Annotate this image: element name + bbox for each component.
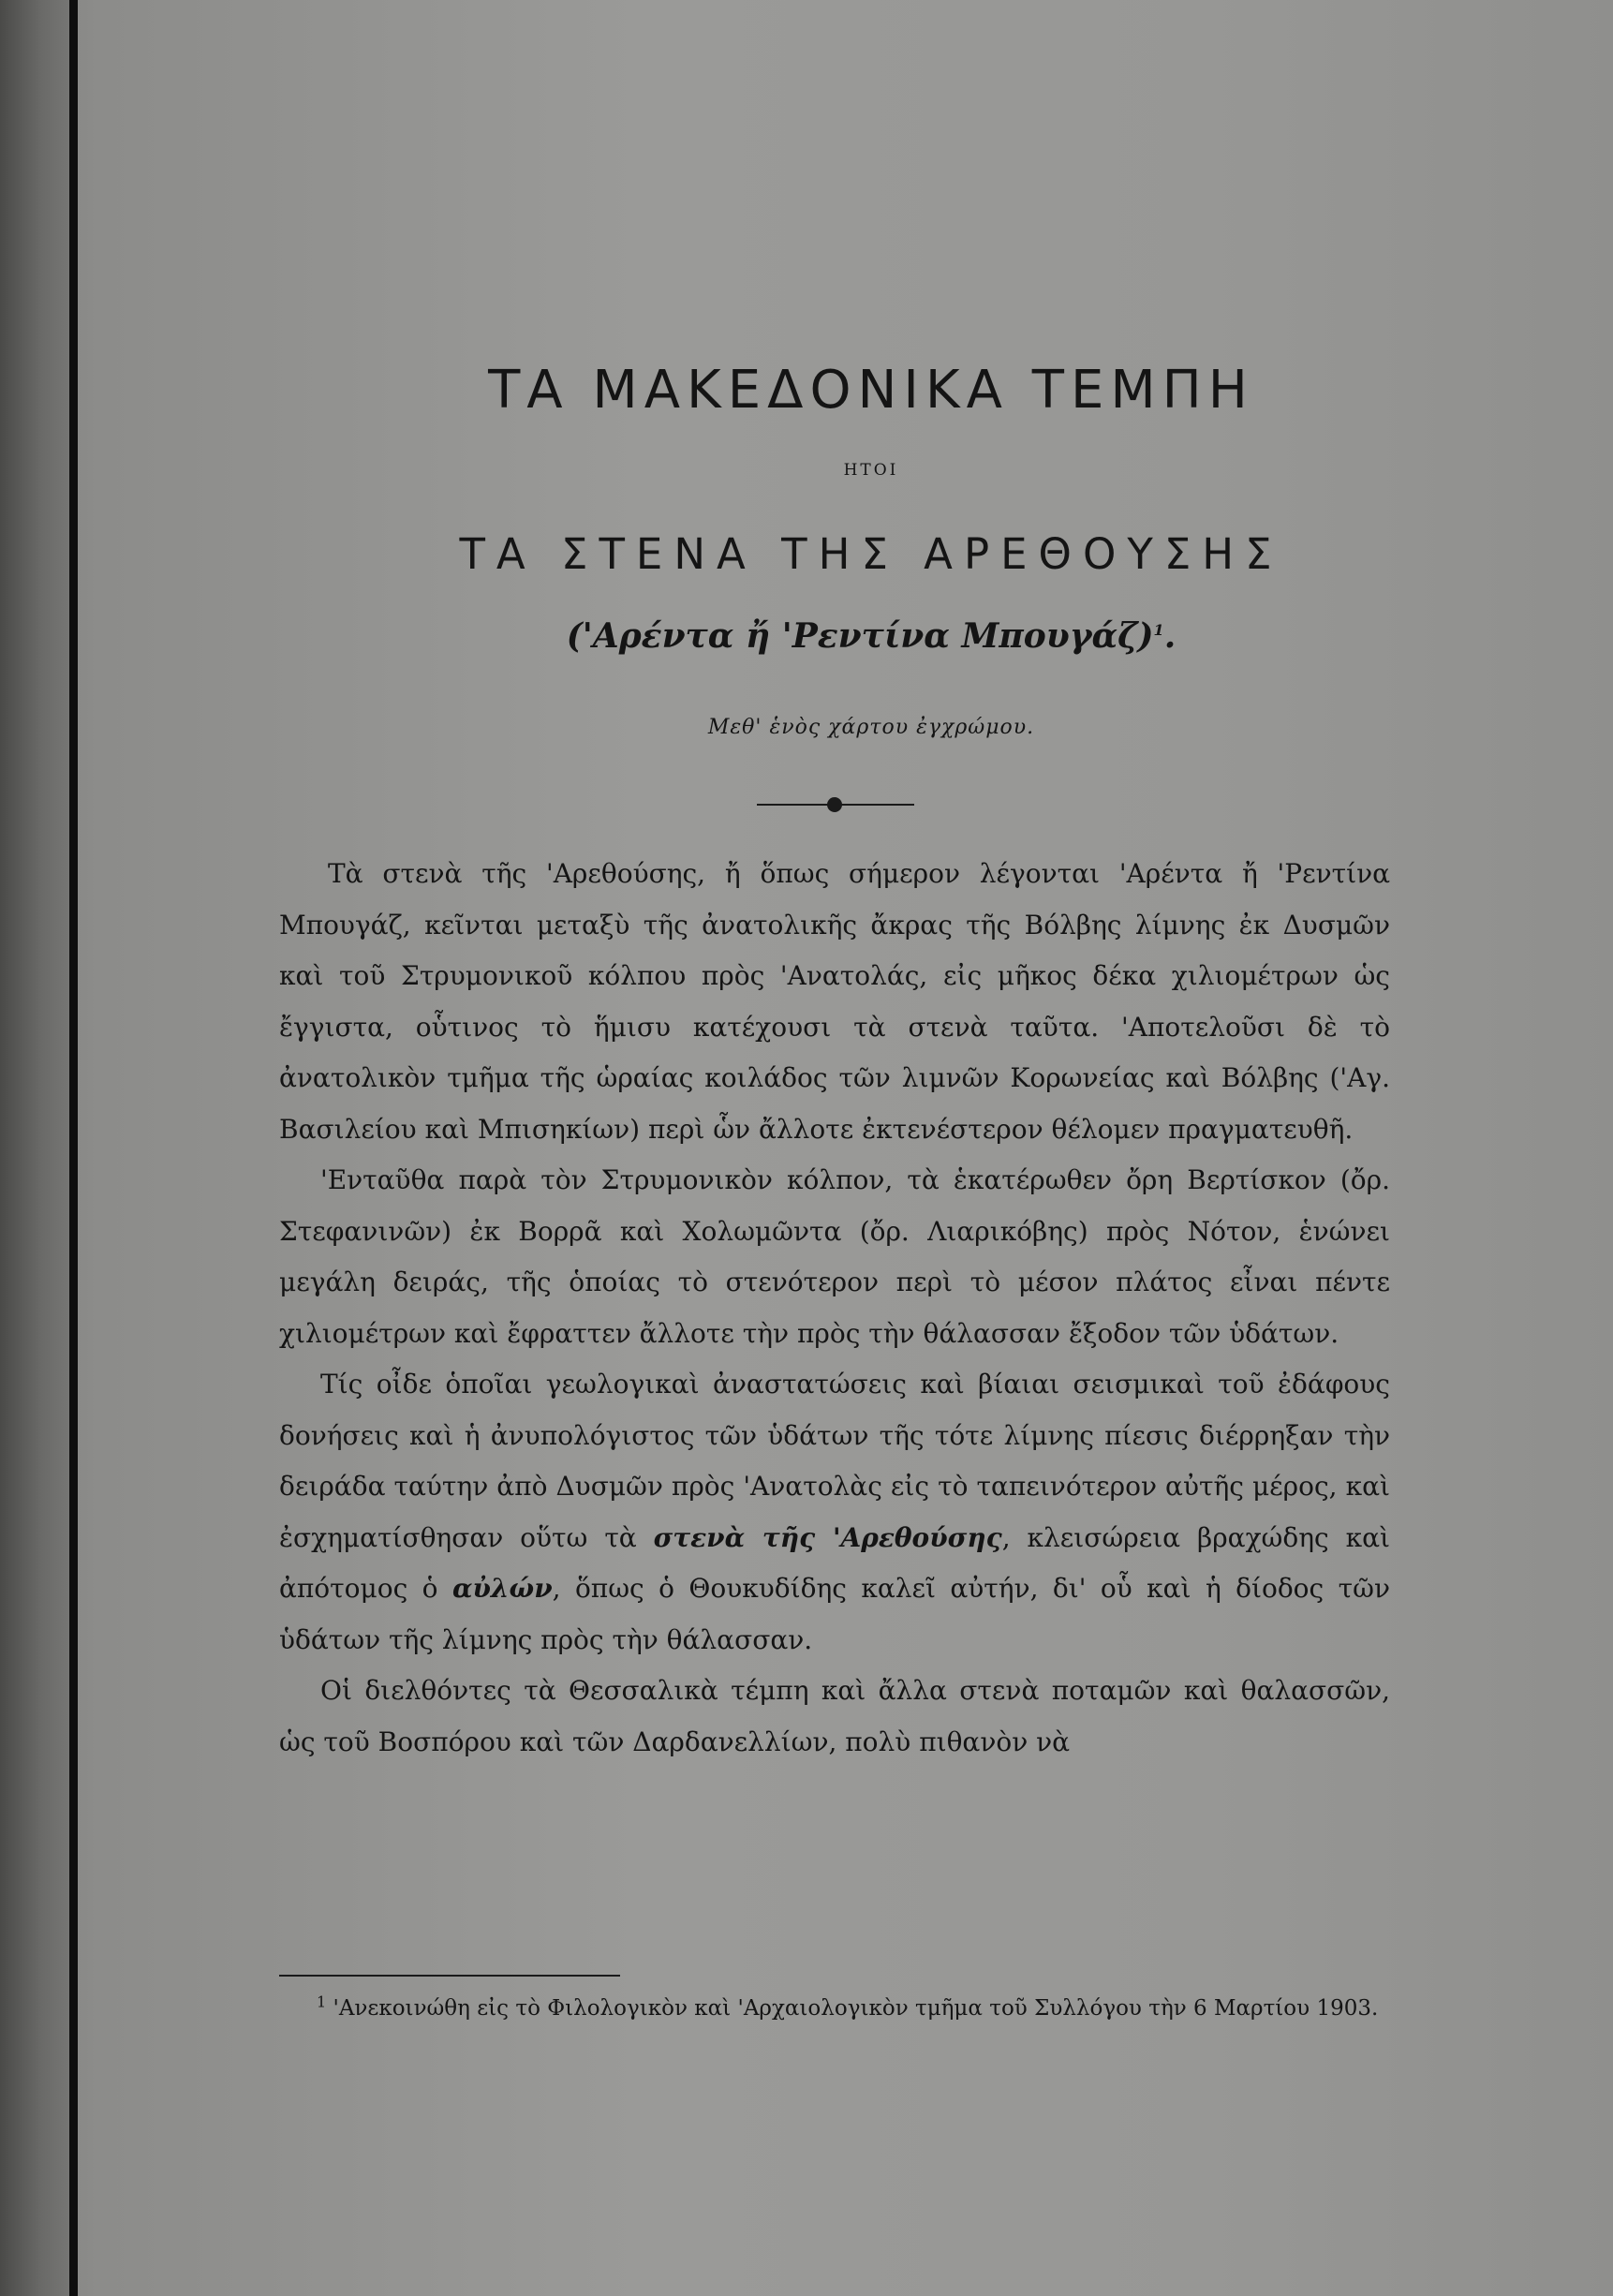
title-connector: ΗΤΟΙ	[843, 461, 899, 480]
paragraph-3-text-a: Τίς οἶδε ὁποῖαι γεωλογικαὶ ἀναστατώσεις καὶ βίαιαι σεισμικαὶ τοῦ ἐδάφους δονήσεις καὶ ἡ ἀνυπολόγιστος τῶν ὑδάτων τῆς τότε λίμνης πίεσις διέρρηξαν τὴν δειράδα ταύτην ἀπὸ Δυσμῶν πρὸς 'Ανατολὰς εἰς τὸ ταπεινότερον αὐτῆς μέρος, καὶ ἐσχηματίσθησαν οὕτω τὰ	[279, 1369, 1390, 1553]
footnote-number: 1	[317, 1992, 327, 2011]
paragraph-1-text: Τὰ στενὰ τῆς 'Αρεθούσης, ἤ ὅπως σήμερον λέγονται 'Αρέντα ἤ 'Ρεντίνα Μπουγάζ, κεῖνται μεταξὺ τῆς ἀνατολικῆς ἄκρας τῆς Βόλβης λίμνης ἐκ Δυσμῶν καὶ τοῦ Στρυμονικοῦ κόλπου πρὸς 'Ανατολάς, εἰς μῆκος δέκα χιλιομέτρων ὡς ἔγγιστα, οὗτινος τὸ ἥμισυ κατέχουσι τὰ στενὰ ταῦτα. 'Αποτελοῦσι δὲ τὸ ἀνατολικὸν τμῆμα τῆς ὡραίας κοιλάδος τῶν λιμνῶν Κορωνείας καὶ Βόλβης ('Αγ. Βασιλείου καὶ Μπισηκίων) περὶ ὧν ἄλλοτε ἐκτενέστερον θέλομεν πραγματευθῆ.	[279, 858, 1390, 1145]
facing-page-edge	[0, 0, 69, 2296]
ornament-dot-icon	[827, 797, 842, 812]
page-title: ΤΑ ΜΑΚΕΔΟΝΙΚΑ ΤΕΜΠΗ	[488, 360, 1254, 421]
footnote-mark: 1	[1153, 621, 1164, 639]
paragraph-3-text-c: , ὅπως ὁ Θουκυδίδης καλεῖ αὐτήν, δι' οὗ καὶ ἡ δίοδος τῶν ὑδάτων τῆς λίμνης πρὸς τὴν θάλασσαν.	[279, 1573, 1390, 1655]
paragraph-2-text: 'Ενταῦθα παρὰ τὸν Στρυμονικὸν κόλπον, τὰ ἑκατέρωθεν ὄρη Βερτίσκον (ὄρ. Στεφανινῶν) ἐκ Βορρᾶ καὶ Χολωμῶντα (ὄρ. Λιαρικόβης) πρὸς Νότον, ἑνώνει μεγάλη δειράς, τῆς ὁποίας τὸ στενότερον περὶ τὸ μέσον πλάτος εἶναι πέντε χιλιομέτρων καὶ ἔφραττεν ἄλλοτε τὴν πρὸς τὴν θάλασσαν ἔξοδον τῶν ὑδάτων.	[279, 1164, 1390, 1349]
paragraph-3-emphasis-2: αὐλών	[451, 1573, 553, 1604]
footnote-text: 'Ανεκοινώθη εἰς τὸ Φιλολογικὸν καὶ 'Αρχαιολογικὸν τμῆμα τοῦ Συλλόγου τὴν 6 Μαρτίου 1903.	[333, 1996, 1379, 2021]
paragraph-3	[279, 1359, 1390, 1666]
footnote-rule	[279, 1975, 620, 1977]
paragraph-3-text-b: , κλεισώρεια βραχώδης καὶ ἀπότομος ὁ	[279, 1521, 1391, 1604]
alternate-name-end: .	[1163, 616, 1176, 656]
book-spine-line	[69, 0, 78, 2296]
paragraph-1	[279, 849, 1390, 1155]
paragraph-3-emphasis-1: στενὰ τῆς 'Αρεθούσης	[653, 1521, 1002, 1553]
paragraph-4	[279, 1666, 1390, 1768]
footnote	[279, 1990, 1390, 2027]
paragraph-4-text: Οἱ διελθόντες τὰ Θεσσαλικὰ τέμπη καὶ ἄλλα στενὰ ποταμῶν καὶ θαλασσῶν, ὡς τοῦ Βοσπόρου καὶ τῶν Δαρδανελλίων, πολὺ πιθανὸν νὰ	[279, 1675, 1390, 1757]
paragraph-2	[279, 1155, 1390, 1359]
page-subtitle: ΤΑ ΣΤΕΝΑ ΤΗΣ ΑΡΕΘΟΥΣΗΣ	[459, 529, 1283, 579]
body-text	[279, 849, 1390, 1768]
alternate-name	[281, 616, 1461, 656]
alternate-name-text: ('Αρέντα ἤ 'Ρεντίνα Μπουγάζ)	[566, 616, 1154, 656]
map-note: Μεθ' ἑνὸς χάρτου ἐγχρώμου.	[707, 716, 1035, 739]
